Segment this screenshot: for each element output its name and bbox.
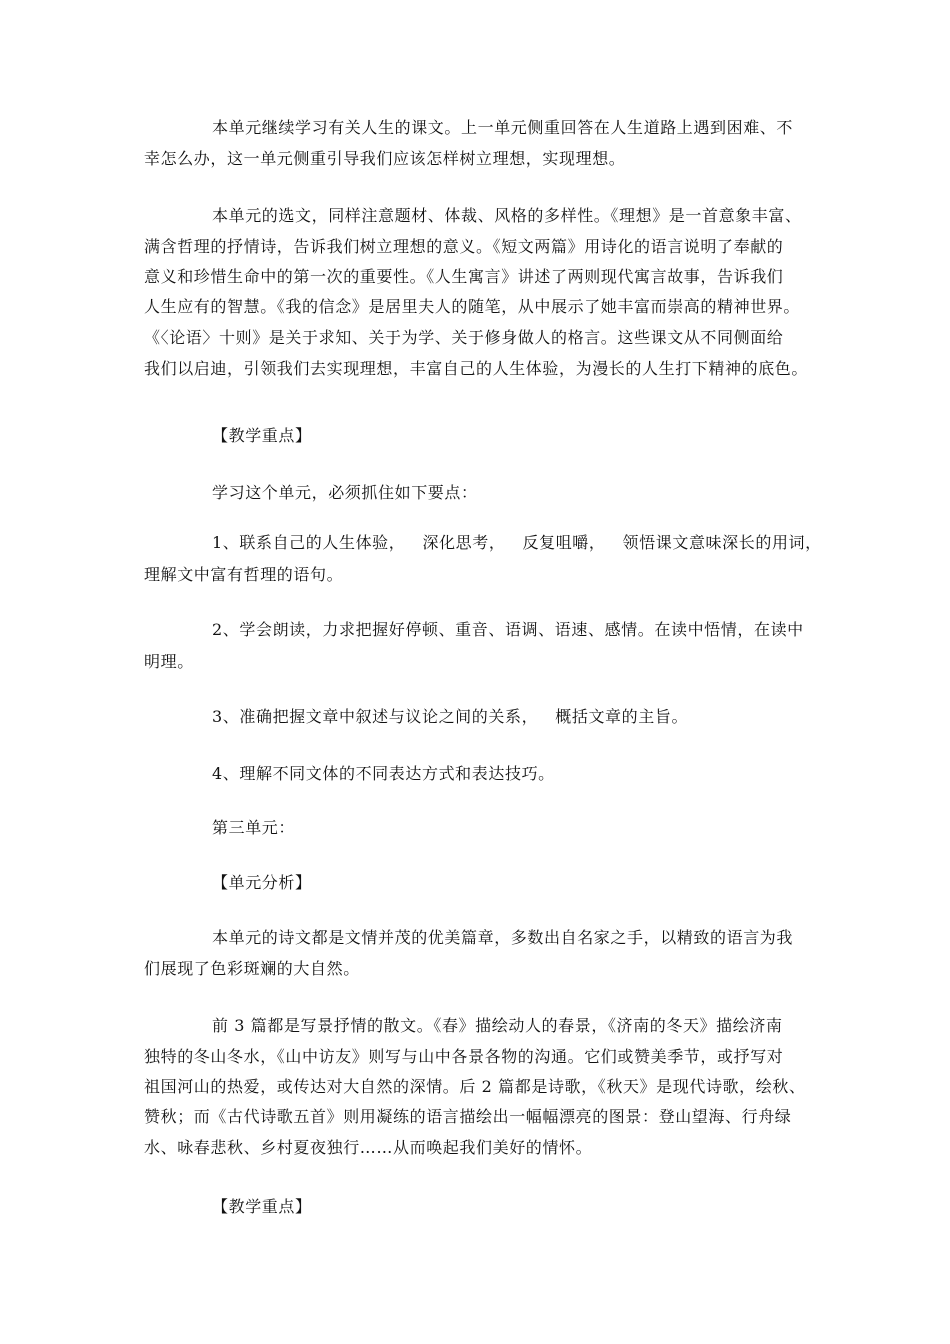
paragraph-unit-3-texts-line-4: 赞秋；而《古代诗歌五首》则用凝练的语言描绘出一幅幅漂亮的图景：登山望海、行舟绿 bbox=[144, 1107, 792, 1126]
paragraph-selections-line-3: 意义和珍惜生命中的第一次的重要性。《人生寓言》讲述了两则现代寓言故事，告诉我们 bbox=[144, 267, 784, 286]
paragraph-selections-line-1: 本单元的选文，同样注意题材、体裁、风格的多样性。《理想》是一首意象丰富、 bbox=[212, 206, 802, 225]
paragraph-key-points-intro-line-1: 学习这个单元，必须抓住如下要点： bbox=[212, 483, 478, 502]
heading-teaching-focus-line-1: 【教学重点】 bbox=[212, 426, 312, 445]
paragraph-selections-line-4: 人生应有的智慧。《我的信念》是居里夫人的随笔，从中展示了她丰富而崇高的精神世界。 bbox=[144, 297, 801, 316]
paragraph-unit-3-intro-line-2: 们展现了色彩斑斓的大自然。 bbox=[144, 959, 360, 978]
paragraph-intro-line-1: 本单元继续学习有关人生的课文。上一单元侧重回答在人生道路上遇到困难、不 bbox=[212, 118, 794, 137]
list-item-3-line-1: 3、准确把握文章中叙述与议论之间的关系， 概括文章的主旨。 bbox=[212, 707, 689, 726]
list-item-4-line-1: 4、理解不同文体的不同表达方式和表达技巧。 bbox=[212, 764, 555, 783]
list-item-2-line-1: 2、学会朗读，力求把握好停顿、重音、语调、语速、感情。在读中悟情，在读中 bbox=[212, 620, 804, 639]
heading-teaching-focus-2-line-1: 【教学重点】 bbox=[212, 1197, 312, 1216]
paragraph-intro-line-2: 幸怎么办，这一单元侧重引导我们应该怎样树立理想，实现理想。 bbox=[144, 149, 626, 168]
section-title-unit-3-line-1: 第三单元： bbox=[212, 818, 296, 837]
paragraph-unit-3-texts-line-2: 独特的冬山冬水，《山中访友》则写与山中各景各物的沟通。它们或赞美季节，或抒写对 bbox=[144, 1047, 784, 1066]
paragraph-selections-line-2: 满含哲理的抒情诗，告诉我们树立理想的意义。《短文两篇》用诗化的语言说明了奉献的 bbox=[144, 237, 784, 256]
paragraph-unit-3-texts-line-1: 前 3 篇都是写景抒情的散文。《春》描绘动人的春景，《济南的冬天》描绘济南 bbox=[212, 1016, 783, 1035]
paragraph-unit-3-intro-line-1: 本单元的诗文都是文情并茂的优美篇章，多数出自名家之手，以精致的语言为我 bbox=[212, 928, 794, 947]
paragraph-unit-3-texts-line-5: 水、咏春悲秋、乡村夏夜独行……从而唤起我们美好的情怀。 bbox=[144, 1138, 593, 1157]
paragraph-selections-line-5: 《〈论语〉十则》是关于求知、关于为学、关于修身做人的格言。这些课文从不同侧面给 bbox=[144, 328, 784, 347]
list-item-1-line-2: 理解文中富有哲理的语句。 bbox=[144, 565, 344, 584]
heading-unit-analysis-line-1: 【单元分析】 bbox=[212, 873, 312, 892]
list-item-1-line-1: 1、联系自己的人生体验， 深化思考， 反复咀嚼， 领悟课文意味深长的用词， bbox=[212, 533, 822, 552]
paragraph-unit-3-texts-line-3: 祖国河山的热爱，或传达对大自然的深情。后 2 篇都是诗歌，《秋天》是现代诗歌，绘秋、 bbox=[144, 1077, 806, 1096]
list-item-2-line-2: 明理。 bbox=[144, 652, 194, 671]
paragraph-selections-line-6: 我们以启迪，引领我们去实现理想，丰富自己的人生体验，为漫长的人生打下精神的底色。 bbox=[144, 359, 809, 378]
